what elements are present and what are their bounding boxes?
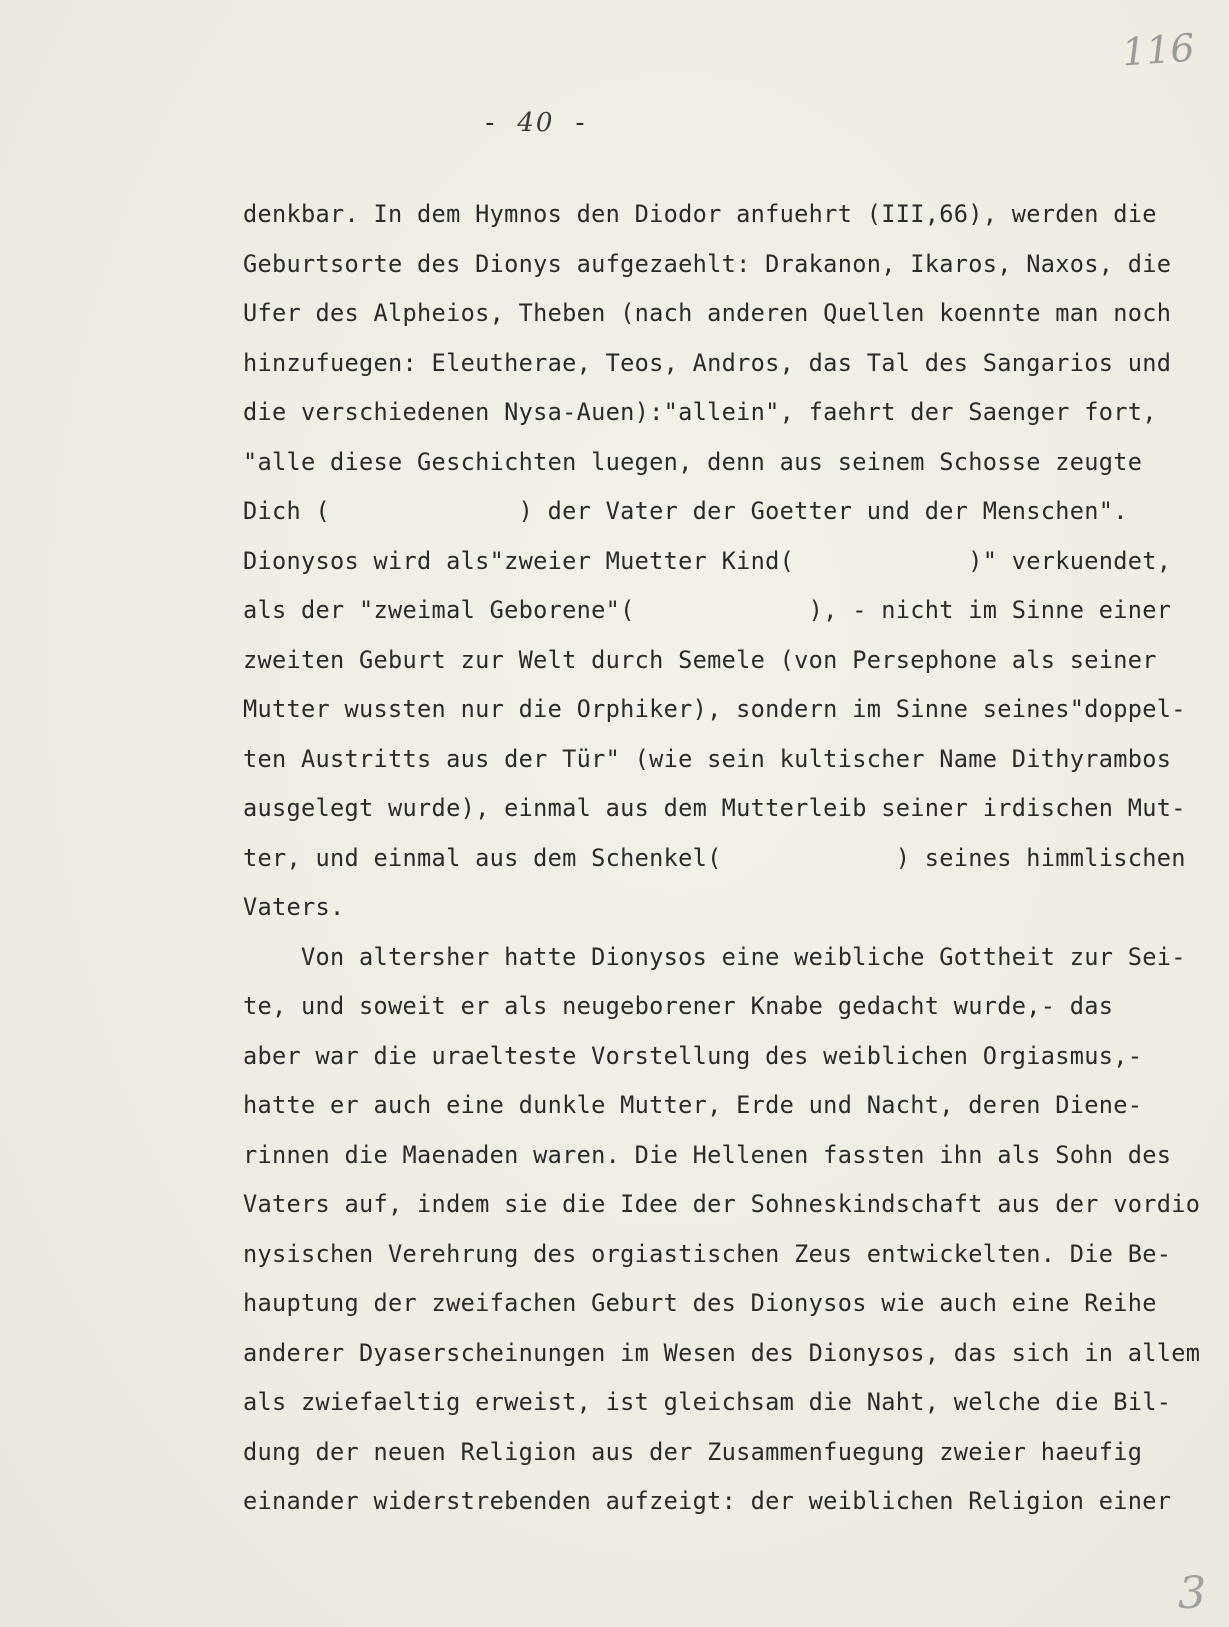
- text-line: hatte er auch eine dunkle Mutter, Erde und Nacht, deren Diene-: [243, 1091, 1143, 1119]
- folio-number-top: 116: [1120, 25, 1196, 75]
- text-line: einander widerstrebenden aufzeigt: der weiblichen Religion einer: [243, 1487, 1172, 1515]
- text-line: hauptung der zweifachen Geburt des Dionysos wie auch eine Reihe: [243, 1289, 1157, 1317]
- body-text: [243, 199, 1203, 1536]
- text-line: ten Austritts aus der Tür" (wie sein kultischer Name Dithyrambos: [243, 744, 1172, 773]
- text-line: als zwiefaeltig erweist, ist gleichsam die Naht, welche die Bil-: [243, 1388, 1172, 1416]
- text-line: als der "zweimal Geborene"( ), - nicht im Sinne einer: [243, 596, 1172, 624]
- text-line: anderer Dyaserscheinungen im Wesen des Dionysos, das sich in allem: [243, 1338, 1201, 1367]
- text-line: Mutter wussten nur die Orphiker), sondern im Sinne seines"doppel-: [243, 695, 1186, 723]
- folio-number-bottom: 3: [1178, 1568, 1206, 1619]
- text-line: Von altersher hatte Dionysos eine weibliche Gottheit zur Sei-: [243, 942, 1186, 971]
- text-line: Dich ( ) der Vater der Goetter und der Menschen".: [243, 497, 1128, 525]
- text-line: zweiten Geburt zur Welt durch Semele (von Persephone als seiner: [243, 645, 1157, 674]
- text-line: Dionysos wird als"zweier Muetter Kind( )" verkuendet,: [243, 546, 1172, 575]
- text-line: ter, und einmal aus dem Schenkel( ) seines himmlischen: [243, 843, 1186, 872]
- text-line: "alle diese Geschichten luegen, denn aus seinem Schosse zeugte: [243, 447, 1143, 476]
- text-line: die verschiedenen Nysa-Auen):"allein", faehrt der Saenger fort,: [243, 398, 1157, 426]
- page-number-handwritten: 40: [517, 108, 555, 138]
- text-line: dung der neuen Religion aus der Zusammenfuegung zweier haeufig: [243, 1437, 1143, 1466]
- text-line: Geburtsorte des Dionys aufgezaehlt: Drakanon, Ikaros, Naxos, die: [243, 249, 1172, 278]
- page-number-dash-right: -: [572, 108, 590, 138]
- text-line: denkbar. In dem Hymnos den Diodor anfuehrt (III,66), werden die: [243, 200, 1157, 228]
- page-number-dash-left: -: [482, 108, 500, 138]
- page-number: [482, 108, 590, 138]
- text-line: te, und soweit er als neugeborener Knabe gedacht wurde,- das: [243, 992, 1114, 1020]
- text-line: ausgelegt wurde), einmal aus dem Mutterleib seiner irdischen Mut-: [243, 794, 1186, 822]
- text-line: hinzufuegen: Eleutherae, Teos, Andros, das Tal des Sangarios und: [243, 348, 1172, 377]
- text-line: Ufer des Alpheios, Theben (nach anderen Quellen koennte man noch: [243, 299, 1172, 327]
- text-line: rinnen die Maenaden waren. Die Hellenen fassten ihn als Sohn des: [243, 1140, 1172, 1169]
- text-line: Vaters.: [243, 893, 345, 921]
- text-line: Vaters auf, indem sie die Idee der Sohneskindschaft aus der vordio: [243, 1190, 1201, 1218]
- text-line: nysischen Verehrung des orgiastischen Zeus entwickelten. Die Be-: [243, 1239, 1172, 1268]
- text-line: aber war die uraelteste Vorstellung des weiblichen Orgiasmus,-: [243, 1041, 1143, 1070]
